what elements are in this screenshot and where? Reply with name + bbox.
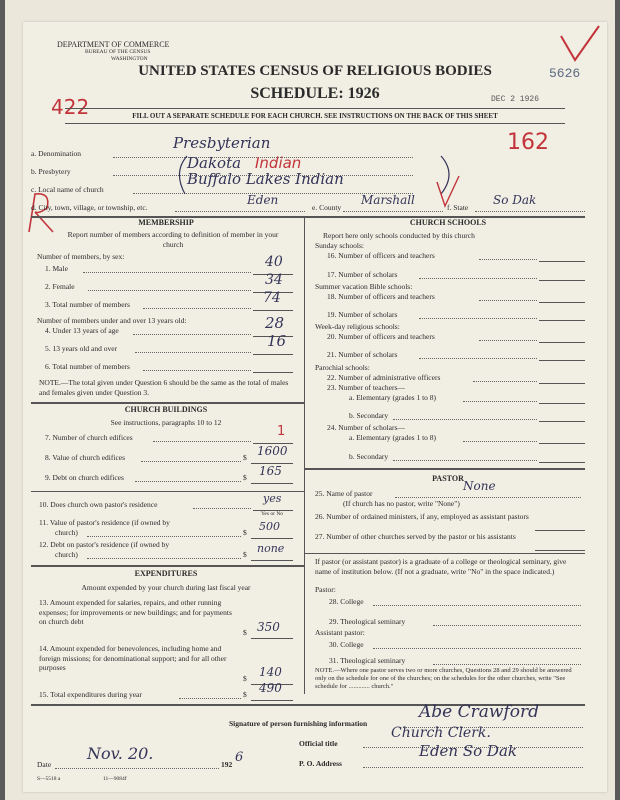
q15-label: 15. Total expenditures during year	[39, 690, 142, 699]
county-value: Marshall	[361, 193, 415, 207]
q7-label: 7. Number of church edifices	[45, 433, 133, 442]
schools-intro: Report here only schools conducted by this church	[323, 231, 475, 240]
state-label: f. State	[447, 203, 469, 212]
signature-value: Abe Crawford	[419, 702, 539, 722]
pastor-note: NOTE.—Where one pastor serves two or more churches, Questions 28 and 29 should be answered only on the schedule for one of the churches; on the schedules for the other churches, write "See schedule for ............. church."	[315, 667, 572, 690]
q28-label: 28. College	[329, 597, 364, 606]
denomination-value: Presbyterian	[173, 134, 271, 152]
q17-label: 17. Number of scholars	[327, 270, 398, 279]
instruction-line: FILL OUT A SEPARATE SCHEDULE FOR EACH CHURCH. SEE INSTRUCTIONS ON THE BACK OF THIS SHEET	[132, 112, 498, 120]
weekday-label: Week-day religious schools:	[315, 322, 400, 331]
presbytery-value: Dakota	[187, 154, 242, 172]
q8-label: 8. Value of church edifices	[45, 453, 126, 462]
pastor-label: Pastor:	[315, 585, 336, 594]
buildings-title: CHURCH BUILDINGS	[124, 405, 208, 414]
department-name: DEPARTMENT OF COMMERCE	[57, 40, 170, 49]
q21-label: 21. Number of scholars	[327, 350, 398, 359]
official-title-value: Church Clerk.	[391, 725, 491, 741]
college-intro: If pastor (or assistant pastor) is a graduate of a college or theological seminary, give name of institution below. (If not a graduate, write "No" in the space indicated.)	[315, 557, 567, 576]
q22-label: 22. Number of administrative officers	[327, 373, 441, 382]
bureau-name: BUREAU OF THE CENSUS	[85, 49, 151, 55]
q24a-label: a. Elementary (grades 1 to 8)	[349, 433, 437, 442]
q24b-label: b. Secondary	[349, 452, 389, 461]
form-title: UNITED STATES CENSUS OF RELIGIOUS BODIES	[138, 63, 492, 79]
membership-intro: Report number of members according to definition of member in your church	[67, 230, 279, 249]
q4-value: 28	[265, 314, 285, 332]
schools-title: CHURCH SCHOOLS	[409, 218, 487, 227]
yes-no-hint: Yes or No	[261, 511, 284, 517]
q25-label: 25. Name of pastor	[315, 489, 373, 498]
q31-label: 31. Theological seminary	[329, 656, 406, 665]
q18-label: 18. Number of officers and teachers	[327, 292, 435, 301]
q23a-label: a. Elementary (grades 1 to 8)	[349, 393, 437, 402]
q1-value: 40	[265, 254, 283, 270]
q25-note: (If church has no pastor, write "None")	[343, 499, 460, 508]
q23-label: 23. Number of teachers—	[327, 383, 405, 392]
city-name: WASHINGTON	[111, 56, 148, 62]
by-age-label: Number of members under and over 13 years old:	[37, 316, 187, 325]
membership-note: NOTE.—The total given under Question 6 should be the same as the total of males and females given under Question 3.	[39, 378, 289, 397]
form-number: S—5518 a	[37, 776, 61, 782]
q14-label: 14. Amount expended for benevolences, including home and foreign missions; for denominational support; and for all other purposes	[39, 644, 227, 672]
q5-value: 16	[267, 332, 287, 350]
year-prefix: 192	[221, 760, 233, 769]
by-sex-label: Number of members, by sex:	[37, 252, 125, 261]
q4-label: 4. Under 13 years of age	[45, 326, 119, 335]
q3-value: 74	[263, 290, 281, 306]
q8-dollar: $	[243, 453, 247, 462]
q26-label: 26. Number of ordained ministers, if any, employed as assistant pastors	[315, 512, 529, 521]
q19-label: 19. Number of scholars	[327, 310, 398, 319]
expenditures-sub: Amount expended by your church during last fiscal year	[81, 583, 251, 592]
q12-label: 12. Debt on pastor's residence (if owned by	[39, 540, 170, 549]
q3-label: 3. Total number of members	[45, 300, 130, 309]
q15-value: 490	[259, 681, 282, 695]
q11-dollar: $	[243, 528, 247, 537]
pastor-title: PASTOR	[432, 474, 464, 483]
q10-label: 10. Does church own pastor's residence	[39, 500, 158, 509]
scan-background	[5, 0, 615, 800]
red-tick-state	[433, 172, 463, 212]
q16-label: 16. Number of officers and teachers	[327, 251, 435, 260]
q11-value: 500	[259, 520, 280, 533]
red-check-mark	[553, 22, 607, 66]
red-count: 162	[507, 130, 549, 155]
q2-label: 2. Female	[45, 282, 75, 291]
date-value: Nov. 20.	[87, 744, 154, 763]
census-schedule-form	[23, 22, 607, 792]
q2-value: 34	[265, 272, 283, 288]
parochial-label: Parochial schools:	[315, 363, 370, 372]
city-label: d. City, town, village, or township, etc.	[31, 203, 148, 212]
schedule-title: SCHEDULE: 1926	[250, 85, 380, 102]
print-number: 11—9084f	[103, 776, 127, 782]
q9-label: 9. Debt on church edifices	[45, 473, 124, 482]
q24-label: 24. Number of scholars—	[327, 423, 405, 432]
q23b-label: b. Secondary	[349, 411, 389, 420]
q14-value: 140	[259, 665, 282, 679]
state-value: So Dak	[493, 193, 537, 207]
q30-label: 30. College	[329, 640, 364, 649]
q9-dollar: $	[243, 473, 247, 482]
q29-label: 29. Theological seminary	[329, 617, 406, 626]
q12-label-cont: church)	[55, 550, 78, 559]
q10-value: yes	[263, 492, 282, 505]
official-title-label: Official title	[299, 739, 338, 748]
q13-dollar: $	[243, 628, 247, 637]
q9-value: 165	[259, 464, 282, 478]
q7-value: 1	[277, 424, 286, 439]
q6-label: 6. Total number of members	[45, 362, 130, 371]
q1-label: 1. Male	[45, 264, 68, 273]
q13-label: 13. Amount expended for salaries, repairs, and other running expenses; for improvements or new buildings; and for payments on church debt	[39, 598, 232, 626]
q27-label: 27. Number of other churches served by the pastor or his assistants	[315, 532, 516, 541]
q8-value: 1600	[257, 444, 288, 458]
q14-dollar: $	[243, 674, 247, 683]
q11-label-cont: church)	[55, 528, 78, 537]
denomination-label: a. Denomination	[31, 149, 81, 158]
serial-number: 5626	[549, 66, 581, 81]
local-name-label: c. Local name of church	[31, 185, 104, 194]
county-label: e. County	[312, 203, 342, 212]
membership-title: MEMBERSHIP	[138, 218, 194, 227]
vacation-label: Summer vacation Bible schools:	[315, 282, 413, 291]
expenditures-title: EXPENDITURES	[134, 569, 198, 578]
presbytery-label: b. Presbytery	[31, 167, 71, 176]
city-value: Eden	[247, 193, 279, 207]
year-suffix: 6	[235, 750, 244, 765]
red-r-mark	[23, 188, 59, 238]
po-address-label: P. O. Address	[299, 759, 342, 768]
q20-label: 20. Number of officers and teachers	[327, 332, 435, 341]
date-label: Date	[37, 760, 52, 769]
q15-dollar: $	[243, 690, 247, 699]
assistant-label: Assistant pastor:	[315, 628, 365, 637]
q5-label: 5. 13 years old and over	[45, 344, 118, 353]
signature-label: Signature of person furnishing information	[229, 719, 368, 728]
received-stamp: DEC 2 1926	[491, 95, 540, 104]
buildings-sub: See instructions, paragraphs 10 to 12	[110, 418, 222, 427]
po-address-value: Eden So Dak	[419, 742, 517, 760]
q11-label: 11. Value of pastor's residence (if owned by	[39, 518, 170, 527]
q25-value: None	[463, 479, 496, 493]
q13-value: 350	[257, 620, 280, 634]
bracket-scribble	[171, 152, 461, 200]
red-serial: 422	[51, 95, 90, 119]
q12-dollar: $	[243, 550, 247, 559]
local-name-value: Buffalo Lakes Indian	[187, 170, 344, 188]
sunday-label: Sunday schools:	[315, 241, 364, 250]
presbytery-red-value: Indian	[255, 154, 302, 172]
q12-value: none	[257, 542, 285, 555]
